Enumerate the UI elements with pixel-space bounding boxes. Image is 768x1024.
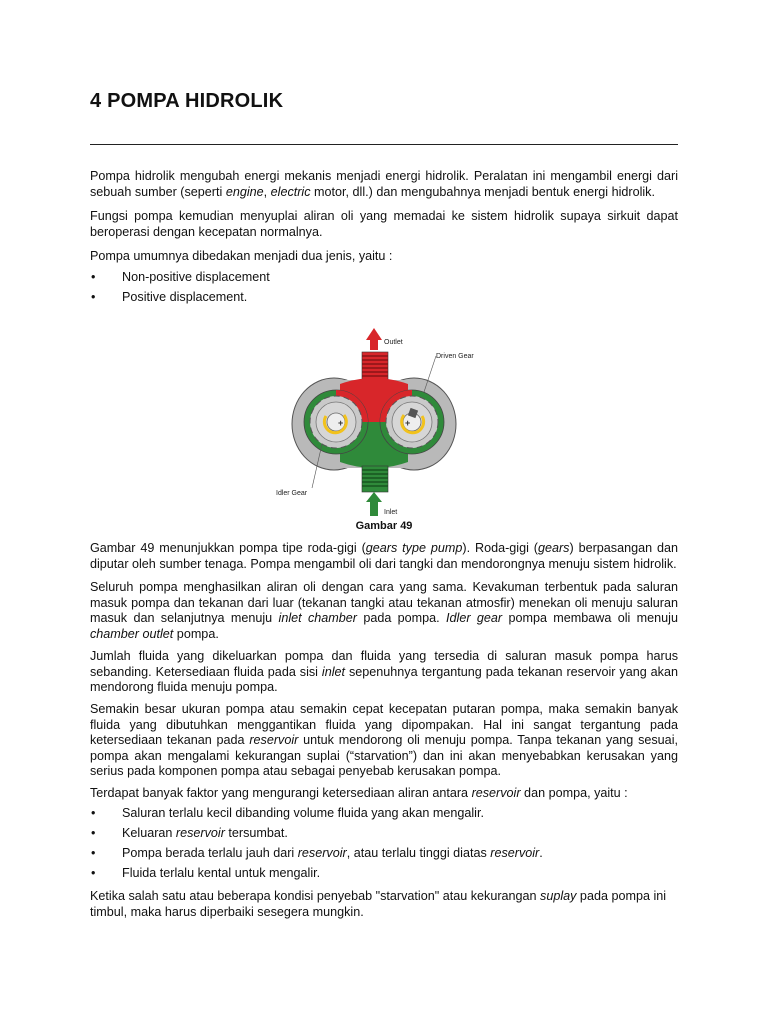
text: Gambar 49 menunjukkan pompa tipe roda-gigi ( (90, 541, 366, 555)
bullet: • (91, 846, 96, 860)
term-inlet-chamber: inlet chamber (278, 611, 357, 626)
gear-pump-figure (274, 320, 494, 518)
bullet: • (91, 866, 96, 880)
title-divider (90, 144, 678, 145)
term-reservoir: reservoir (471, 786, 521, 800)
text: dan pompa, yaitu : (520, 786, 628, 800)
term-gears: gears (537, 541, 570, 555)
text: motor, dll.) dan mengubahnya menjadi bentuk energi hidrolik. (310, 184, 655, 199)
inlet-label: Inlet (384, 509, 398, 516)
text: Seluruh pompa menghasilkan aliran oli dengan cara yang sama. Kevakuman terbentuk pada saluran masuk pompa dan tekanan dari luar (tekanan tangki atau tekanan atmosfir) menekan oli menuju saluran masuk dan selanjutnya menuju (90, 580, 678, 626)
bullet: • (91, 806, 96, 820)
term-idler-gear: Idler gear (446, 611, 503, 626)
ketika-paragraph (90, 889, 678, 920)
outlet-label: Outlet (384, 339, 403, 346)
driven-gear (386, 396, 438, 448)
text: pada pompa ini timbul, maka harus diperbaiki sesegera mungkin. (90, 889, 667, 919)
list-item (90, 270, 270, 290)
bullet: • (91, 270, 96, 284)
list-item-text: Non-positive displacement (122, 270, 270, 284)
term-reservoir: reservoir (490, 846, 540, 860)
text: sepenuhnya tergantung pada tekanan reservoir yang akan mendorong fluida menuju pompa. (90, 664, 678, 695)
driven-gear-label: Driven Gear (436, 353, 474, 360)
term-gears-type-pump: gears type pump (365, 541, 463, 555)
driven-plus-label: + (405, 418, 411, 428)
bullet: • (91, 826, 96, 840)
term-reservoir: reservoir (249, 733, 299, 748)
list-item (90, 806, 543, 826)
list-item-text: , atau terlalu tinggi diatas (346, 846, 491, 860)
list-item-text: Keluaran (122, 826, 176, 840)
term-suplay: suplay (540, 889, 577, 903)
idler-gear-label: Idler Gear (276, 490, 308, 497)
term-chamber-outlet: chamber outlet (90, 626, 174, 641)
text: ). Roda-gigi ( (462, 541, 538, 555)
list-item-text: Positive displacement. (122, 290, 248, 304)
idler-gear (310, 396, 362, 448)
text: ) berpasangan dan diputar oleh sumber tenaga. Pompa mengambil oli dari tangki dan mendorongnya menuju sistem hidrolik. (90, 541, 679, 571)
list-item (90, 866, 543, 886)
list-item-text: . (539, 846, 543, 860)
inlet-arrow-icon (366, 492, 382, 516)
list-item-text: Saluran terlalu kecil dibanding volume fluida yang akan mengalir. (122, 806, 484, 820)
text: pompa. (173, 626, 219, 641)
factor-list (90, 806, 543, 886)
semakin-paragraph (90, 702, 678, 780)
intro-paragraph-3: Pompa umumnya dibedakan menjadi dua jenis, yaitu : (90, 249, 393, 263)
text: , (263, 184, 271, 199)
text: Semakin besar ukuran pompa atau semakin cepat kecepatan putaran pompa, maka semakin banyak fluida yang dibutuhkan menggantikan fluida yang dipompakan. Hal ini sangat tergantung pada ketersediaan tekanan pada (90, 702, 678, 748)
gambar-paragraph (90, 541, 678, 572)
jumlah-paragraph (90, 649, 678, 696)
outlet-arrow-icon (366, 328, 382, 350)
idler-plus-label: + (338, 418, 344, 428)
list-item-text: tersumbat. (224, 826, 288, 840)
list-item (90, 846, 543, 866)
term-reservoir: reservoir (297, 846, 347, 860)
text: Terdapat banyak faktor yang mengurangi ketersediaan aliran antara (90, 786, 472, 800)
text: Pompa hidrolik mengubah energi mekanis menjadi energi hidrolik. Peralatan ini mengambil energi dari sebuah sumber (seperti (90, 169, 678, 199)
term-inlet: inlet (321, 664, 346, 679)
text: untuk mendorong oli menuju pompa. Tanpa tekanan yang sesuai, pompa akan mengalami kekurangan suplai (“starvation”) dan ini akan menyebabkan kerusakan yang serius pada komponen pompa atau sebagai penyebab kerusakan pompa. (90, 733, 678, 779)
text: Ketika salah satu atau beberapa kondisi penyebab "starvation" atau kekurangan (90, 889, 541, 903)
intro-paragraph-2: Fungsi pompa kemudian menyuplai aliran oli yang memadai ke sistem hidrolik supaya sirkuit dapat beroperasi dengan kecepatan normalnya. (90, 209, 678, 239)
bullet: • (91, 290, 96, 304)
figure-caption: Gambar 49 (355, 520, 413, 532)
text: pompa membawa oli menuju (502, 611, 678, 626)
list-item-text: Pompa berada terlalu jauh dari (122, 846, 298, 860)
list-item (90, 290, 270, 310)
text: Jumlah fluida yang dikeluarkan pompa dan fluida yang tersedia di saluran masuk pompa harus sebanding. Ketersediaan fluida pada sisi (90, 649, 678, 679)
text: pada pompa. (356, 611, 447, 626)
seluruh-paragraph (90, 580, 678, 642)
faktor-paragraph (90, 786, 678, 802)
term-reservoir: reservoir (175, 826, 225, 840)
list-item (90, 826, 543, 846)
term-electric: electric (270, 184, 311, 199)
pump-type-list (90, 270, 270, 310)
term-engine: engine (225, 184, 264, 199)
page-title: 4 POMPA HIDROLIK (90, 90, 284, 112)
intro-paragraph-1 (90, 169, 678, 200)
list-item-text: Fluida terlalu kental untuk mengalir. (122, 866, 321, 880)
